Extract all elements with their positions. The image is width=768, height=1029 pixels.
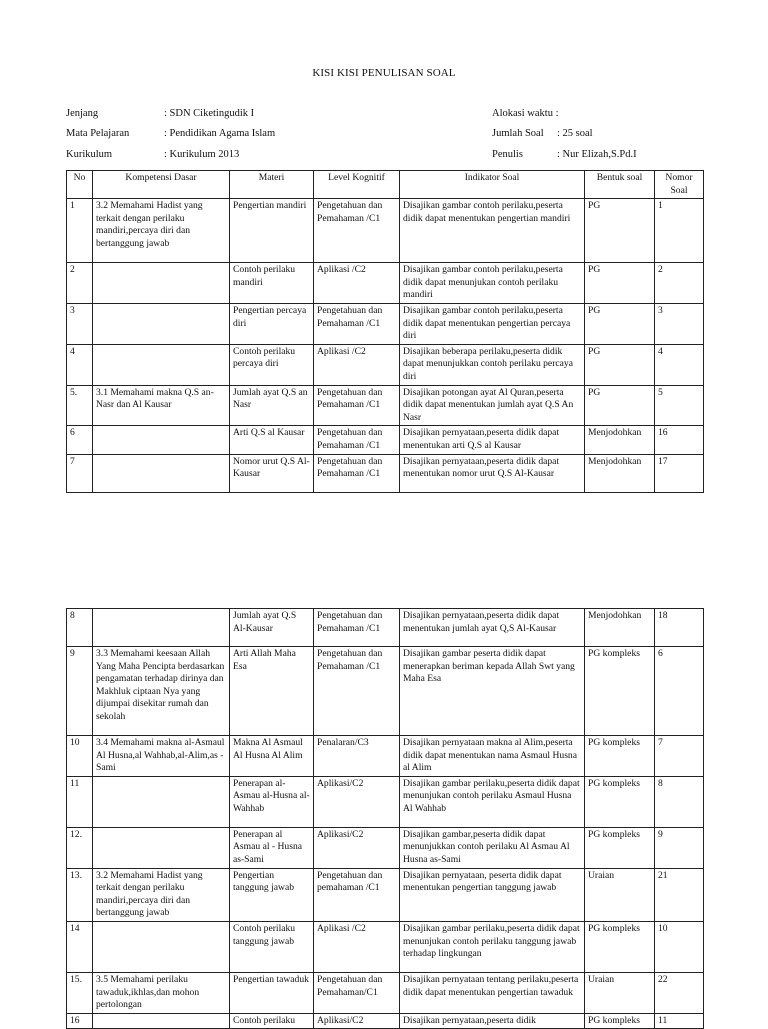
- cell-materi: Contoh perilaku tanggung jawab: [230, 921, 314, 972]
- cell-materi: Pengertian mandiri: [230, 199, 314, 263]
- cell-materi: Pengertian tanggung jawab: [230, 868, 314, 921]
- cell-level-kognitif: Pengetahuan dan Pemahaman /C1: [314, 454, 400, 492]
- cell-bentuk-soal: PG: [585, 263, 655, 304]
- cell-no: 1: [67, 199, 93, 263]
- cell-bentuk-soal: PG kompleks: [585, 647, 655, 736]
- table-row: [67, 921, 704, 972]
- table-row: [67, 199, 704, 263]
- cell-level-kognitif: Penalaran/C3: [314, 736, 400, 777]
- mapel-label: Mata Pelajaran: [66, 128, 130, 139]
- cell-bentuk-soal: PG: [585, 385, 655, 426]
- cell-level-kognitif: Pengetahuan dan Pemahaman /C1: [314, 199, 400, 263]
- cell-no: 6: [67, 426, 93, 454]
- cell-kompetensi-dasar: [93, 827, 230, 868]
- kurikulum-value: : Kurikulum 2013: [164, 149, 240, 160]
- cell-indikator-soal: Disajikan pernyataan,peserta didik dapat menentukan arti Q.S al Kausar: [400, 426, 585, 454]
- cell-level-kognitif: Aplikasi/C2: [314, 827, 400, 868]
- cell-nomor-soal: 7: [655, 736, 704, 777]
- table-row: [67, 303, 704, 344]
- header-no: No: [67, 171, 93, 199]
- table-row: [67, 827, 704, 868]
- mapel-value: : Pendidikan Agama Islam: [164, 128, 276, 139]
- cell-kompetensi-dasar: 3.1 Memahami makna Q.S an-Nasr dan Al Kausar: [93, 385, 230, 426]
- cell-indikator-soal: Disajikan pernyataan,peserta didik dapat menentukan nomor urut Q.S Al-Kausar: [400, 454, 585, 492]
- cell-level-kognitif: Aplikasi/C2: [314, 1013, 400, 1029]
- table-row: [67, 385, 704, 426]
- cell-kompetensi-dasar: [93, 921, 230, 972]
- cell-nomor-soal: 4: [655, 344, 704, 385]
- cell-bentuk-soal: PG kompleks: [585, 776, 655, 827]
- table-row: [67, 344, 704, 385]
- cell-bentuk-soal: PG: [585, 303, 655, 344]
- cell-materi: Nomor urut Q.S Al-Kausar: [230, 454, 314, 492]
- cell-indikator-soal: Disajikan beberapa perilaku,peserta didik dapat menunjukkan contoh perilaku percaya diri: [400, 344, 585, 385]
- cell-bentuk-soal: PG: [585, 199, 655, 263]
- jenjang-value: : SDN Ciketingudik I: [164, 108, 255, 119]
- cell-kompetensi-dasar: [93, 609, 230, 647]
- cell-materi: Contoh perilaku mandiri: [230, 263, 314, 304]
- cell-level-kognitif: Pengetahuan dan pemahaman /C1: [314, 868, 400, 921]
- cell-nomor-soal: 16: [655, 426, 704, 454]
- cell-level-kognitif: Pengetahuan dan Pemahaman /C1: [314, 385, 400, 426]
- cell-bentuk-soal: Menjodohkan: [585, 609, 655, 647]
- table-row: [67, 609, 704, 647]
- cell-bentuk-soal: PG kompleks: [585, 921, 655, 972]
- cell-no: 10: [67, 736, 93, 777]
- cell-indikator-soal: Disajikan gambar,peserta didik dapat menunjukkan contoh perilaku Al Asmau Al Husna as-Sami: [400, 827, 585, 868]
- cell-no: 3: [67, 303, 93, 344]
- cell-kompetensi-dasar: 3.3 Memahami keesaan Allah Yang Maha Pencipta berdasarkan pengamatan terhadap dirinya dan Makhluk ciptaan Nya yang dijumpai disekitar rumah dan sekolah: [93, 647, 230, 736]
- header-materi: Materi: [230, 171, 314, 199]
- cell-nomor-soal: 18: [655, 609, 704, 647]
- cell-level-kognitif: Pengetahuan dan Pemahaman /C1: [314, 647, 400, 736]
- cell-materi: Jumlah ayat Q.S Al-Kausar: [230, 609, 314, 647]
- cell-no: 9: [67, 647, 93, 736]
- cell-no: 8: [67, 609, 93, 647]
- cell-bentuk-soal: PG kompleks: [585, 827, 655, 868]
- cell-kompetensi-dasar: [93, 344, 230, 385]
- penulis-label: Penulis: [492, 149, 523, 160]
- kisi-table-page-1: [66, 170, 704, 493]
- table-row: [67, 972, 704, 1013]
- table-row: [67, 868, 704, 921]
- page-title: KISI KISI PENULISAN SOAL: [312, 67, 456, 79]
- cell-materi: Penerapan al Asmau al - Husna as-Sami: [230, 827, 314, 868]
- cell-nomor-soal: 10: [655, 921, 704, 972]
- header-indikator-soal: Indikator Soal: [400, 171, 585, 199]
- cell-level-kognitif: Pengetahuan dan Pemahaman /C1: [314, 609, 400, 647]
- cell-nomor-soal: 5: [655, 385, 704, 426]
- cell-indikator-soal: Disajikan gambar perilaku,peserta didik dapat menunjukan contoh perilaku tanggung jawab terhadap lingkungan: [400, 921, 585, 972]
- cell-no: 11: [67, 776, 93, 827]
- cell-indikator-soal: Disajikan gambar contoh perilaku,peserta didik dapat menunjukan contoh perilaku mandiri: [400, 263, 585, 304]
- kurikulum-label: Kurikulum: [66, 149, 113, 160]
- cell-indikator-soal: Disajikan gambar perilaku,peserta didik dapat menunjukan contoh perilaku Asmaul Husna Al Wahhab: [400, 776, 585, 827]
- cell-level-kognitif: Pengetahuan dan Pemahaman /C1: [314, 303, 400, 344]
- cell-nomor-soal: 1: [655, 199, 704, 263]
- cell-bentuk-soal: PG kompleks: [585, 736, 655, 777]
- cell-bentuk-soal: Menjodohkan: [585, 426, 655, 454]
- cell-nomor-soal: 22: [655, 972, 704, 1013]
- cell-bentuk-soal: PG: [585, 344, 655, 385]
- jumlah-soal-label: Jumlah Soal: [492, 128, 544, 139]
- cell-indikator-soal: Disajikan pernyataan,peserta didik dapat menentukan jumlah ayat Q,S Al-Kausar: [400, 609, 585, 647]
- table-row: [67, 1013, 704, 1029]
- cell-no: 12.: [67, 827, 93, 868]
- cell-kompetensi-dasar: 3.2 Memahami Hadist yang terkait dengan perilaku mandiri,percaya diri dan bertanggung jawab: [93, 868, 230, 921]
- cell-no: 15.: [67, 972, 93, 1013]
- cell-kompetensi-dasar: [93, 426, 230, 454]
- header-bentuk-soal: Bentuk soal: [585, 171, 655, 199]
- table-row: [67, 736, 704, 777]
- cell-indikator-soal: Disajikan gambar peserta didik dapat menerapkan beriman kepada Allah Swt yang Maha Esa: [400, 647, 585, 736]
- cell-nomor-soal: 6: [655, 647, 704, 736]
- cell-materi: Contoh perilaku: [230, 1013, 314, 1029]
- cell-no: 4: [67, 344, 93, 385]
- cell-kompetensi-dasar: [93, 263, 230, 304]
- cell-no: 13.: [67, 868, 93, 921]
- cell-indikator-soal: Disajikan potongan ayat Al Quran,peserta didik dapat menentukan jumlah ayat Q.S An Nasr: [400, 385, 585, 426]
- cell-materi: Jumlah ayat Q.S an Nasr: [230, 385, 314, 426]
- cell-no: 7: [67, 454, 93, 492]
- cell-materi: Pengertian percaya diri: [230, 303, 314, 344]
- cell-materi: Pengertian tawaduk: [230, 972, 314, 1013]
- cell-no: 16: [67, 1013, 93, 1029]
- header-kompetensi-dasar: Kompetensi Dasar: [93, 171, 230, 199]
- cell-level-kognitif: Aplikasi /C2: [314, 921, 400, 972]
- cell-no: 2: [67, 263, 93, 304]
- cell-materi: Penerapan al-Asmau al-Husna al-Wahhab: [230, 776, 314, 827]
- cell-kompetensi-dasar: [93, 776, 230, 827]
- penulis-value: : Nur Elizah,S.Pd.I: [557, 149, 637, 160]
- cell-materi: Makna Al Asmaul Al Husna Al Alim: [230, 736, 314, 777]
- cell-indikator-soal: Disajikan gambar contoh perilaku,peserta didik dapat menentukan pengertian mandiri: [400, 199, 585, 263]
- cell-nomor-soal: 21: [655, 868, 704, 921]
- table-row: [67, 647, 704, 736]
- cell-indikator-soal: Disajikan pernyataan, peserta didik dapat menentukan pengertian tanggung jawab: [400, 868, 585, 921]
- cell-level-kognitif: Aplikasi/C2: [314, 776, 400, 827]
- cell-materi: Arti Q.S al Kausar: [230, 426, 314, 454]
- table-row: [67, 263, 704, 304]
- cell-kompetensi-dasar: [93, 1013, 230, 1029]
- cell-kompetensi-dasar: [93, 303, 230, 344]
- cell-nomor-soal: 3: [655, 303, 704, 344]
- cell-no: 14: [67, 921, 93, 972]
- table-row: [67, 776, 704, 827]
- cell-level-kognitif: Aplikasi /C2: [314, 344, 400, 385]
- table-header-row: [67, 171, 704, 199]
- cell-kompetensi-dasar: 3.2 Memahami Hadist yang terkait dengan perilaku mandiri,percaya diri dan bertanggung jawab: [93, 199, 230, 263]
- cell-kompetensi-dasar: [93, 454, 230, 492]
- table-row: [67, 454, 704, 492]
- cell-indikator-soal: Disajikan pernyataan,peserta didik: [400, 1013, 585, 1029]
- cell-level-kognitif: Pengetahuan dan Pemahaman/C1: [314, 972, 400, 1013]
- header-level-kognitif: Level Kognitif: [314, 171, 400, 199]
- header-nomor-soal: Nomor Soal: [655, 171, 704, 199]
- cell-bentuk-soal: Uraian: [585, 972, 655, 1013]
- jenjang-label: Jenjang: [66, 108, 99, 119]
- cell-kompetensi-dasar: 3.4 Memahami makna al-Asmaul Al Husna,al Wahhab,al-Alim,as -Sami: [93, 736, 230, 777]
- cell-nomor-soal: 8: [655, 776, 704, 827]
- cell-bentuk-soal: Menjodohkan: [585, 454, 655, 492]
- cell-indikator-soal: Disajikan pernyataan makna al Alim,peserta didik dapat menentukan nama Asmaul Husna al Alim: [400, 736, 585, 777]
- cell-kompetensi-dasar: 3.5 Memahami perilaku tawaduk,ikhlas,dan mohon pertolongan: [93, 972, 230, 1013]
- cell-bentuk-soal: PG kompleks: [585, 1013, 655, 1029]
- cell-level-kognitif: Aplikasi /C2: [314, 263, 400, 304]
- cell-nomor-soal: 9: [655, 827, 704, 868]
- cell-indikator-soal: Disajikan gambar contoh perilaku,peserta didik dapat menentukan pengertian percaya diri: [400, 303, 585, 344]
- kisi-table-page-2: [66, 608, 704, 1029]
- cell-no: 5.: [67, 385, 93, 426]
- cell-nomor-soal: 2: [655, 263, 704, 304]
- cell-nomor-soal: 17: [655, 454, 704, 492]
- cell-materi: Contoh perilaku percaya diri: [230, 344, 314, 385]
- cell-bentuk-soal: Uraian: [585, 868, 655, 921]
- cell-level-kognitif: Pengetahuan dan Pemahaman /C1: [314, 426, 400, 454]
- jumlah-soal-value: : 25 soal: [557, 128, 593, 139]
- cell-nomor-soal: 11: [655, 1013, 704, 1029]
- cell-materi: Arti Allah Maha Esa: [230, 647, 314, 736]
- cell-indikator-soal: Disajikan pernyataan tentang perilaku,peserta didik dapat menentukan pengertian tawaduk: [400, 972, 585, 1013]
- table-row: [67, 426, 704, 454]
- alokasi-label: Alokasi waktu :: [492, 108, 559, 119]
